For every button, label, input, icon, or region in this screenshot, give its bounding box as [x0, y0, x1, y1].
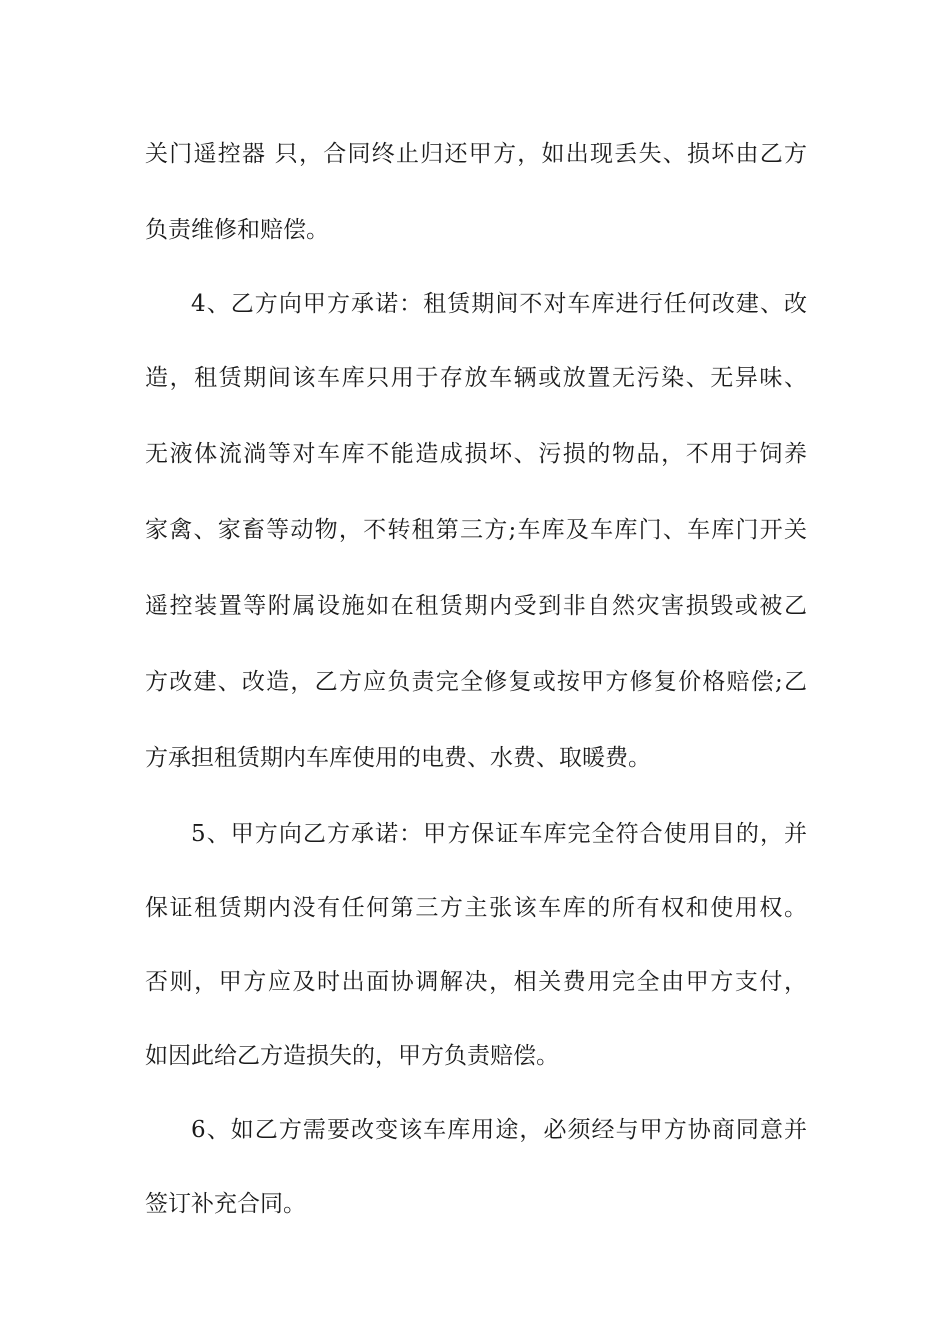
- text-line: 造，租赁期间该车库只用于存放车辆或放置无污染、无异味、: [145, 365, 807, 391]
- text-line: 关门遥控器 只，合同终止归还甲方，如出现丢失、损坏由乙方: [145, 141, 807, 167]
- text-line: 家禽、家畜等动物，不转租第三方;车库及车库门、车库门开关: [145, 517, 807, 543]
- text-line: 保证租赁期内没有任何第三方主张该车库的所有权和使用权。: [145, 895, 807, 921]
- text-line: 签订补充合同。: [145, 1191, 306, 1217]
- text-line: 否则，甲方应及时出面协调解决，相关费用完全由甲方支付，: [145, 969, 807, 995]
- clause-6-start: 6、如乙方需要改变该车库用途，必须经与甲方协商同意并: [191, 1117, 807, 1143]
- text-line: 方承担租赁期内车库使用的电费、水费、取暖费。: [145, 745, 651, 771]
- text-line: 无液体流淌等对车库不能造成损坏、污损的物品，不用于饲养: [145, 441, 807, 467]
- text-line: 如因此给乙方造损失的，甲方负责赔偿。: [145, 1043, 559, 1069]
- clause-4-start: 4、乙方向甲方承诺：租赁期间不对车库进行任何改建、改: [191, 291, 807, 317]
- text-line: 遥控装置等附属设施如在租赁期内受到非自然灾害损毁或被乙: [145, 593, 807, 619]
- text-line: 方改建、改造，乙方应负责完全修复或按甲方修复价格赔偿;乙: [145, 669, 807, 695]
- contract-text: [145, 128, 807, 1252]
- clause-5-start: 5、甲方向乙方承诺：甲方保证车库完全符合使用目的，并: [191, 821, 807, 847]
- text-line: 负责维修和赔偿。: [145, 217, 329, 243]
